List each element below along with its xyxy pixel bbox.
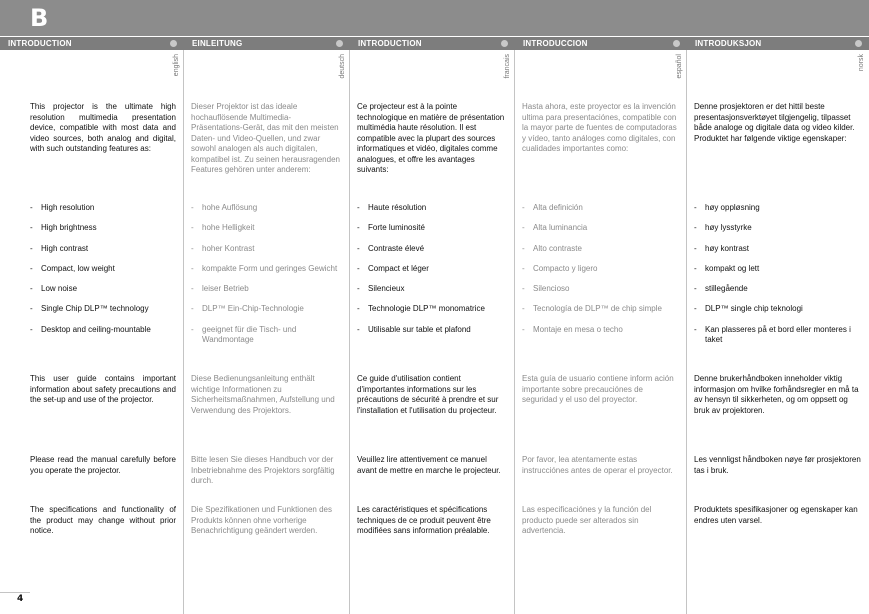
intro-paragraph: Ce projecteur est à la pointe technologique en matière de présentation multimédia haute résolution. Il est compatible avec la plupart des sources informatiques et vidéo, digitales comme analogues, et offre les avantages suivants: (357, 102, 505, 174)
feature-item: - High contrast (30, 244, 176, 264)
specifications-paragraph: The specifications and functionality of the product may change without prior notice. (30, 505, 176, 535)
language-label: norsk (858, 54, 865, 72)
user-guide-paragraph: Denne brukerhåndboken inneholder viktig informasjon om hvilke forhåndsregler en må ta av hensyn til sikkerheten, og om oppsett og bruk av projektoren. (694, 374, 859, 415)
specifications-paragraph: Les caractéristiques et spécifications techniques de ce produit peuvent être modifiées sans information préalable. (357, 505, 491, 535)
column-header-francais (350, 37, 514, 50)
page-number: 4 (17, 594, 24, 604)
feature-item: - DLP™ single chip teknologi (694, 304, 861, 324)
language-label: español (676, 54, 683, 79)
column-header-english (0, 37, 183, 50)
user-guide-paragraph: Esta guía de usuario contiene inform ación importante sobre precauciónes de seguridad y el uso del proyector. (522, 374, 674, 404)
feature-list (694, 203, 861, 345)
feature-item: - Forte luminosité (357, 223, 507, 243)
language-label: deutsch (339, 54, 346, 79)
read-manual-paragraph: Veuillez lire attentivement ce manuel avant de mettre en marche le projecteur. (357, 455, 501, 475)
bullet-dot-icon (336, 40, 343, 47)
feature-item: - Montaje en mesa o techo (522, 325, 679, 345)
feature-list (522, 203, 679, 345)
feature-list (357, 203, 507, 345)
feature-item: - geeignet für die Tisch- und Wandmontage (191, 325, 342, 345)
column-divider (686, 50, 687, 614)
user-guide-paragraph: This user guide contains important information about safety precautions and the set-up and use of the projector. (30, 374, 176, 404)
feature-item: - Utilisable sur table et plafond (357, 325, 507, 345)
feature-item: - Tecnología de DLP™ de chip simple (522, 304, 679, 324)
intro-paragraph: Hasta ahora, este proyector es la invención ultima para presentaciónes, compatible con la mayor parte de fuentes de computadoras y vídeo, tanto análoges como digitales, con cualidades importantes como: (522, 102, 677, 153)
feature-list (30, 203, 176, 345)
column-divider (514, 50, 515, 614)
bullet-dot-icon (501, 40, 508, 47)
bullet-dot-icon (673, 40, 680, 47)
feature-item: - kompakt og lett (694, 264, 861, 284)
column-header-title: EINLEITUNG (192, 39, 243, 48)
feature-item: - Single Chip DLP™ technology (30, 304, 176, 324)
section-letter: B (30, 4, 49, 32)
feature-item: - Technologie DLP™ monomatrice (357, 304, 507, 324)
language-label: english (173, 54, 180, 77)
feature-item: - Alta definición (522, 203, 679, 223)
column-divider (349, 50, 350, 614)
feature-item: - Silencieux (357, 284, 507, 304)
feature-item: - kompakte Form und geringes Gewicht (191, 264, 342, 284)
feature-item: - High resolution (30, 203, 176, 223)
column-header-title: INTRODUCTION (358, 39, 422, 48)
feature-item: - Compacto y ligero (522, 264, 679, 284)
feature-list (191, 203, 342, 345)
feature-item: - Contraste élevé (357, 244, 507, 264)
feature-item: - High brightness (30, 223, 176, 243)
feature-item: - Haute résolution (357, 203, 507, 223)
read-manual-paragraph: Por favor, lea atentamente estas instrucciónes antes de operar el proyector. (522, 455, 673, 475)
page-number-rule (0, 592, 30, 593)
section-header-bar (0, 0, 869, 36)
column-header-title: INTRODUCCION (523, 39, 588, 48)
feature-item: - Alto contraste (522, 244, 679, 264)
feature-item: - Low noise (30, 284, 176, 304)
column-header-deutsch (184, 37, 349, 50)
feature-item: - høy kontrast (694, 244, 861, 264)
column-divider (183, 50, 184, 614)
feature-item: - hohe Auflösung (191, 203, 342, 223)
feature-item: - hoher Kontrast (191, 244, 342, 264)
feature-item: - DLP™ Ein-Chip-Technologie (191, 304, 342, 324)
user-guide-paragraph: Ce guide d'utilisation contient d'importantes informations sur les précautions de sécurité à prendre et sur l'installation et l'utilisation du projecteur. (357, 374, 499, 415)
column-header-norsk (687, 37, 868, 50)
intro-paragraph: This projector is the ultimate high resolution multimedia presentation device, compatible with most data and video sources, both analog and digital, with such outstanding features as: (30, 102, 176, 153)
feature-item: - Compact, low weight (30, 264, 176, 284)
language-label: francais (504, 54, 511, 79)
specifications-paragraph: Die Spezifikationen und Funktionen des Produkts können ohne vorherige Benachrichtigung geändert werden. (191, 505, 332, 535)
feature-item: - Alta luminancia (522, 223, 679, 243)
feature-item: - høy oppløsning (694, 203, 861, 223)
feature-item: - stillegående (694, 284, 861, 304)
feature-item: - Kan plasseres på et bord eller monteres i taket (694, 325, 861, 345)
feature-item: - høy lysstyrke (694, 223, 861, 243)
feature-item: - Compact et léger (357, 264, 507, 284)
specifications-paragraph: Las especificaciónes y la función del producto puede ser alterados sin advertencia. (522, 505, 652, 535)
feature-item: - Desktop and ceiling-mountable (30, 325, 176, 345)
user-guide-paragraph: Diese Bedienungsanleitung enthält wichtige Informationen zu Sicherheitsmaßnahmen, Aufstellung und Verwendung des Projektors. (191, 374, 335, 415)
intro-paragraph: Dieser Projektor ist das ideale hochauflösende Multimedia-Präsentations-Gerät, das mit den meisten Daten- und Video-Quellen, und zwar sowohl analogen als auch digitalen, kompatibel ist. Zu seinen herausragenden Features gehören unter anderem: (191, 102, 340, 174)
feature-item: - leiser Betrieb (191, 284, 342, 304)
column-header-title: INTRODUCTION (8, 39, 72, 48)
read-manual-paragraph: Please read the manual carefully before you operate the projector. (30, 455, 176, 475)
intro-paragraph: Denne prosjektoren er det hittil beste presentasjonsverktøyet tilgjengelig, tilpasset både analoge og digitale data og video kilder. Produktet har følgende viktige egenskaper: (694, 102, 855, 143)
column-header-title: INTRODUKSJON (695, 39, 762, 48)
column-header-español (515, 37, 686, 50)
bullet-dot-icon (170, 40, 177, 47)
read-manual-paragraph: Les vennligst håndboken nøye før prosjektoren tas i bruk. (694, 455, 861, 475)
feature-item: - hohe Helligkeit (191, 223, 342, 243)
feature-item: - Silencioso (522, 284, 679, 304)
bullet-dot-icon (855, 40, 862, 47)
read-manual-paragraph: Bitte lesen Sie dieses Handbuch vor der Inbetriebnahme des Projektors sorgfältig durch. (191, 455, 335, 485)
specifications-paragraph: Produktets spesifikasjoner og egenskaper kan endres uten varsel. (694, 505, 858, 525)
